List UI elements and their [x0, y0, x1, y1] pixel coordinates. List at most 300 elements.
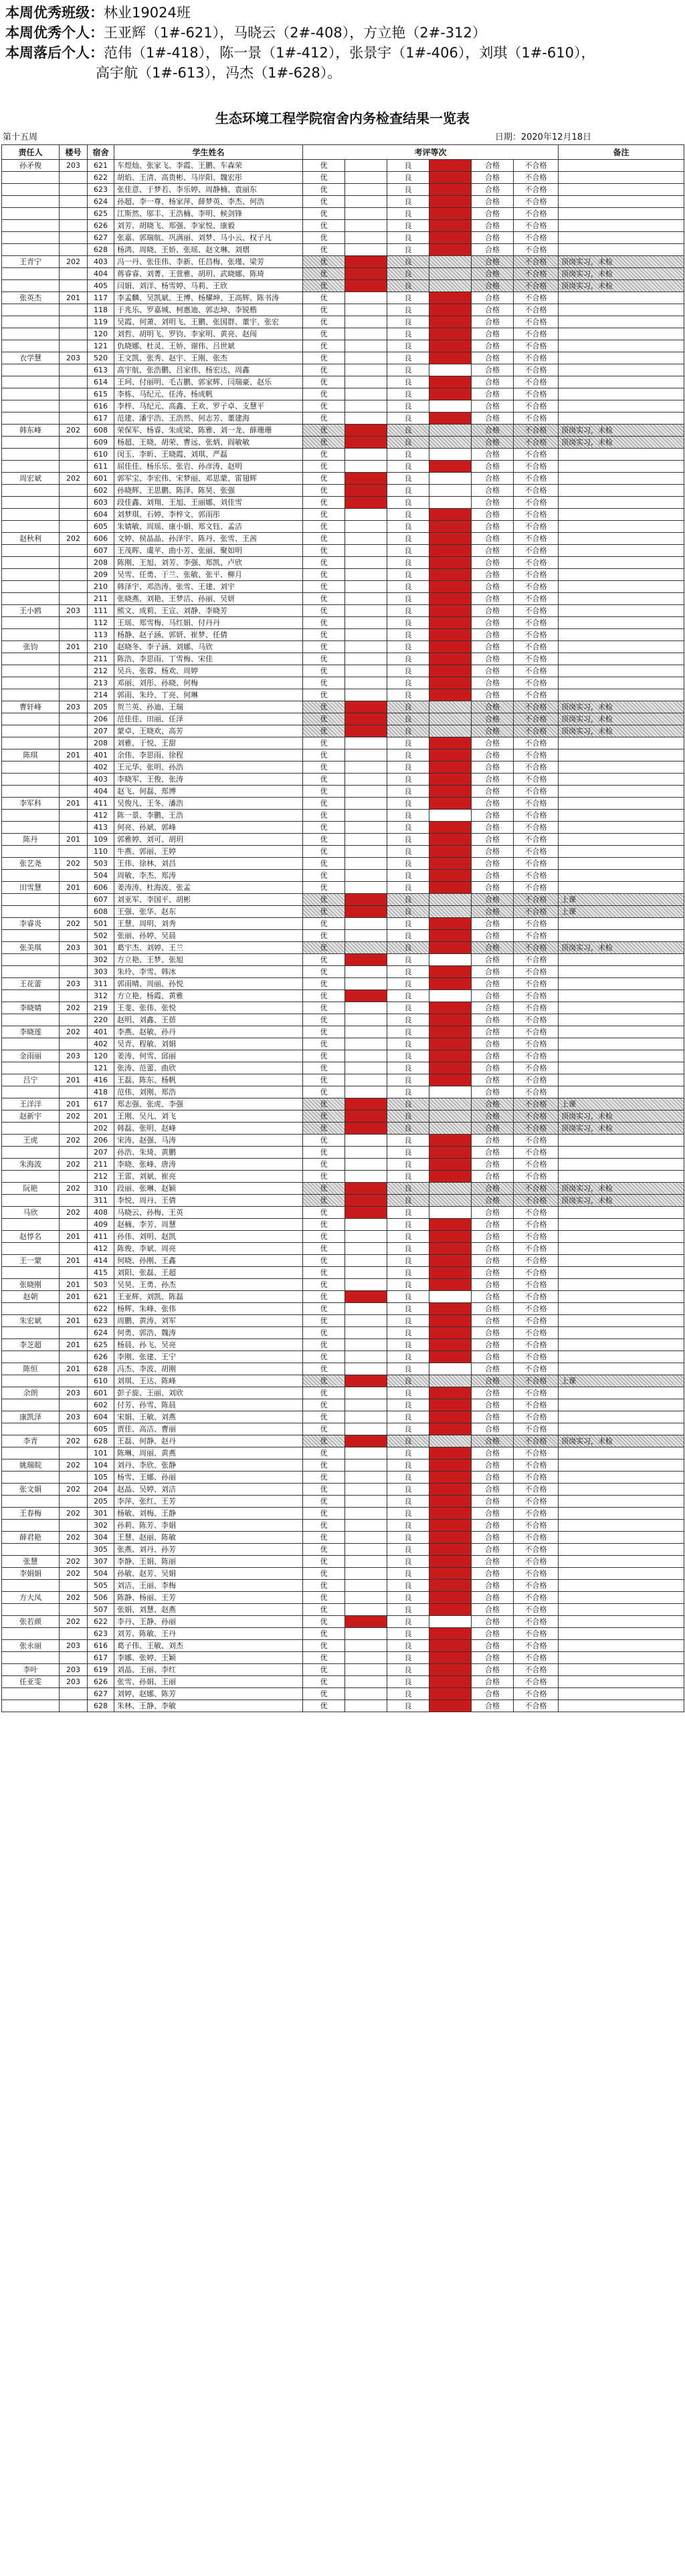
- cell-room: 614: [88, 376, 114, 388]
- grade-label-pass: 合格: [472, 1339, 514, 1351]
- grade-mark-excellent: [345, 1339, 387, 1351]
- cell-room: 623: [88, 1315, 114, 1327]
- cell-building: [60, 521, 88, 533]
- grade-label-pass: 合格: [472, 376, 514, 388]
- grade-label-fail: 不合格: [514, 1291, 559, 1303]
- cell-remark: [559, 449, 684, 461]
- person-name: 李晓婧: [19, 1004, 41, 1012]
- grade-label-good: 良: [387, 328, 429, 340]
- grade-mark-good: [429, 810, 472, 822]
- grade-mark-good: [429, 749, 472, 762]
- grade-label-fail: 不合格: [514, 990, 559, 1002]
- cell-room: 615: [88, 388, 114, 400]
- grade-mark-good: [429, 1074, 472, 1086]
- person-name: 张永丽: [19, 1641, 41, 1650]
- grade-mark-good: [429, 1291, 472, 1303]
- cell-room: 628: [88, 244, 114, 256]
- grade-label-pass: 合格: [472, 1544, 514, 1556]
- cell-remark: [559, 1700, 684, 1712]
- grade-label-pass: 合格: [472, 749, 514, 762]
- cell-students: 郭雨晴、周丽、孙悦: [114, 978, 303, 990]
- grade-label-fail: 不合格: [514, 882, 559, 894]
- cell-students: 杨晨、孙飞、吴亮: [114, 1339, 303, 1351]
- cell-room: 311: [88, 1195, 114, 1207]
- cell-building: [60, 557, 88, 569]
- cell-building: [60, 280, 88, 292]
- grade-label-pass: 合格: [472, 1447, 514, 1459]
- cell-remark: [559, 413, 684, 425]
- grade-mark-excellent: [345, 689, 387, 701]
- cell-students: 马晓云、孙梅、王英: [114, 1207, 303, 1219]
- cell-building: 202: [60, 1026, 88, 1038]
- grade-mark-good: [429, 208, 472, 220]
- grade-label-fail: 不合格: [514, 1640, 559, 1652]
- grade-label-fail: 不合格: [514, 1195, 559, 1207]
- grade-label-pass: 合格: [472, 1592, 514, 1604]
- cell-person: [2, 1050, 60, 1062]
- cell-person: [2, 364, 60, 376]
- grade-label-good: 良: [387, 509, 429, 521]
- grade-label-fail: 不合格: [514, 184, 559, 196]
- cell-building: [60, 1219, 88, 1231]
- cell-remark: [559, 629, 684, 641]
- grade-label-fail: 不合格: [514, 798, 559, 810]
- cell-students: 杨敏、刘梅、王静: [114, 1508, 303, 1520]
- grade-label-good: 良: [387, 1520, 429, 1532]
- grade-label-fail: 不合格: [514, 1568, 559, 1580]
- grade-label-pass: 合格: [472, 1074, 514, 1086]
- grade-mark-excellent: [345, 1026, 387, 1038]
- grade-label-excellent: 优: [303, 1580, 345, 1592]
- grade-label-good: 良: [387, 1532, 429, 1544]
- cell-room: 606: [88, 882, 114, 894]
- grade-label-good: 良: [387, 388, 429, 400]
- grade-mark-excellent: [345, 569, 387, 581]
- grade-mark-excellent: [345, 1351, 387, 1363]
- grade-label-excellent: 优: [303, 1664, 345, 1676]
- cell-room: 305: [88, 1544, 114, 1556]
- grade-label-excellent: 优: [303, 316, 345, 328]
- grade-label-good: 良: [387, 1640, 429, 1652]
- cell-remark: 顶岗实习，未检: [559, 713, 684, 725]
- grade-label-excellent: 优: [303, 268, 345, 280]
- grade-label-fail: 不合格: [514, 1002, 559, 1014]
- grade-mark-good: [429, 1098, 472, 1110]
- cell-building: [60, 244, 88, 256]
- cell-room: 506: [88, 1592, 114, 1604]
- cell-person: [2, 1375, 60, 1387]
- grade-label-good: 良: [387, 1026, 429, 1038]
- grade-label-excellent: 优: [303, 1255, 345, 1267]
- cell-students: 王慧、赵丽、陈敏: [114, 1532, 303, 1544]
- cell-students: 赵明、刘鑫、王蓓: [114, 1014, 303, 1026]
- cell-room: 118: [88, 304, 114, 316]
- grade-label-pass: 合格: [472, 244, 514, 256]
- grade-mark-excellent: [345, 292, 387, 304]
- grade-label-fail: 不合格: [514, 1171, 559, 1183]
- grade-mark-excellent: [345, 280, 387, 292]
- grade-mark-excellent: [345, 196, 387, 208]
- grade-label-excellent: 优: [303, 1411, 345, 1423]
- grade-label-excellent: 优: [303, 292, 345, 304]
- cell-person: [2, 1447, 60, 1459]
- cell-remark: [559, 184, 684, 196]
- cell-students: 李悦、周丹、王倩: [114, 1195, 303, 1207]
- grade-label-pass: 合格: [472, 172, 514, 184]
- grade-mark-excellent: [345, 882, 387, 894]
- cell-person: [2, 1110, 60, 1123]
- cell-students: 杨雪、王娜、孙丽: [114, 1472, 303, 1484]
- cell-remark: [559, 641, 684, 653]
- grade-label-pass: 合格: [472, 208, 514, 220]
- grade-label-fail: 不合格: [514, 1652, 559, 1664]
- cell-remark: [559, 1074, 684, 1086]
- grade-mark-good: [429, 485, 472, 497]
- grade-label-excellent: 优: [303, 641, 345, 653]
- grade-label-good: 良: [387, 425, 429, 437]
- grade-label-excellent: 优: [303, 449, 345, 461]
- cell-person: [2, 268, 60, 280]
- grade-mark-excellent: [345, 1195, 387, 1207]
- grade-label-excellent: 优: [303, 1472, 345, 1484]
- grade-label-good: 良: [387, 1123, 429, 1135]
- cell-remark: [559, 473, 684, 485]
- header-building: 楼号: [60, 145, 88, 160]
- grade-label-pass: 合格: [472, 1171, 514, 1183]
- grade-label-good: 良: [387, 376, 429, 388]
- grade-label-pass: 合格: [472, 425, 514, 437]
- cell-person: [2, 1700, 60, 1712]
- cell-building: 202: [60, 1508, 88, 1520]
- grade-mark-excellent: [345, 942, 387, 954]
- cell-person: [2, 1459, 60, 1472]
- person-name: 王花蕾: [19, 979, 41, 988]
- cell-person: [2, 737, 60, 749]
- cell-room: 413: [88, 822, 114, 834]
- cell-students: 闫娟、刘洋、杨雪婷、马莉、王欣: [114, 280, 303, 292]
- grade-label-pass: 合格: [472, 449, 514, 461]
- cell-person: [2, 786, 60, 798]
- cell-remark: [559, 160, 684, 172]
- grade-mark-excellent: [345, 376, 387, 388]
- best-class-label: 本周优秀班级：: [5, 5, 104, 21]
- person-name: 张钧: [23, 642, 38, 651]
- cell-person: [2, 774, 60, 786]
- cell-students: 刘丹、李欣、张静: [114, 1459, 303, 1472]
- grade-label-excellent: 优: [303, 1291, 345, 1303]
- grade-label-good: 良: [387, 882, 429, 894]
- grade-mark-excellent: [345, 364, 387, 376]
- grade-mark-good: [429, 629, 472, 641]
- grade-label-excellent: 优: [303, 1351, 345, 1363]
- grade-mark-good: [429, 1219, 472, 1231]
- cell-remark: [559, 665, 684, 677]
- cell-building: [60, 1700, 88, 1712]
- cell-students: 王强、张华、赵东: [114, 906, 303, 918]
- table-meta: [0, 131, 685, 144]
- cell-building: [60, 1147, 88, 1159]
- grade-label-good: 良: [387, 1195, 429, 1207]
- grade-label-fail: 不合格: [514, 1159, 559, 1171]
- person-name: 王青宁: [19, 257, 41, 266]
- grade-label-fail: 不合格: [514, 1484, 559, 1496]
- cell-person: [2, 1135, 60, 1147]
- person-name: 衣学慧: [19, 354, 41, 362]
- grade-label-excellent: 优: [303, 786, 345, 798]
- grade-label-excellent: 优: [303, 1183, 345, 1195]
- grade-label-excellent: 优: [303, 184, 345, 196]
- grade-label-pass: 合格: [472, 1375, 514, 1387]
- grade-mark-excellent: [345, 1556, 387, 1568]
- grade-mark-excellent: [345, 930, 387, 942]
- person-name: 赵新宇: [19, 1112, 41, 1121]
- cell-students: 吴俊凡、王冬、潘浩: [114, 798, 303, 810]
- grade-label-excellent: 优: [303, 1279, 345, 1291]
- cell-remark: [559, 497, 684, 509]
- grade-label-good: 良: [387, 593, 429, 605]
- grade-label-excellent: 优: [303, 1459, 345, 1472]
- grade-label-good: 良: [387, 1375, 429, 1387]
- cell-students: 蒙卓、王晓欢、高芳: [114, 725, 303, 737]
- grade-label-good: 良: [387, 665, 429, 677]
- grade-mark-excellent: [345, 545, 387, 557]
- grade-mark-good: [429, 1496, 472, 1508]
- grade-mark-good: [429, 497, 472, 509]
- cell-building: [60, 388, 88, 400]
- grade-label-pass: 合格: [472, 930, 514, 942]
- grade-label-fail: 不合格: [514, 737, 559, 749]
- cell-students: 杨超、王晓、胡荣、曹远、张炳、阎敏敏: [114, 437, 303, 449]
- grade-label-good: 良: [387, 1472, 429, 1484]
- grade-label-good: 良: [387, 172, 429, 184]
- cell-room: 304: [88, 1532, 114, 1544]
- grade-label-fail: 不合格: [514, 1327, 559, 1339]
- grade-label-excellent: 优: [303, 304, 345, 316]
- grade-mark-good: [429, 725, 472, 737]
- grade-label-fail: 不合格: [514, 810, 559, 822]
- cell-students: 李晓军、王俊、张涛: [114, 774, 303, 786]
- cell-remark: [559, 966, 684, 978]
- cell-room: 627: [88, 232, 114, 244]
- grade-label-excellent: 优: [303, 388, 345, 400]
- cell-person: [2, 184, 60, 196]
- cell-person: [2, 1339, 60, 1351]
- grade-label-good: 良: [387, 220, 429, 232]
- grade-mark-excellent: [345, 473, 387, 485]
- cell-remark: [559, 1399, 684, 1411]
- grade-mark-good: [429, 954, 472, 966]
- grade-mark-excellent: [345, 990, 387, 1002]
- grade-mark-good: [429, 1472, 472, 1484]
- grade-label-fail: 不合格: [514, 340, 559, 352]
- grade-label-fail: 不合格: [514, 316, 559, 328]
- grade-label-good: 良: [387, 749, 429, 762]
- grade-label-excellent: 优: [303, 906, 345, 918]
- best-people-value: 王亚辉（1#-621），马晓云（2#-408），方立艳（2#-312）: [104, 25, 486, 41]
- cell-person: [2, 1255, 60, 1267]
- cell-building: 202: [60, 1159, 88, 1171]
- grade-mark-good: [429, 1411, 472, 1423]
- person-name: 孙矛俊: [19, 161, 41, 170]
- cell-students: 赵楠、李芳、周慧: [114, 1219, 303, 1231]
- grade-label-pass: 合格: [472, 1628, 514, 1640]
- grade-label-fail: 不合格: [514, 1688, 559, 1700]
- person-name: 王一蒙: [19, 1256, 41, 1265]
- grade-mark-excellent: [345, 1664, 387, 1676]
- cell-building: [60, 1086, 88, 1098]
- cell-person: [2, 1327, 60, 1339]
- grade-mark-excellent: [345, 653, 387, 665]
- grade-label-good: 良: [387, 232, 429, 244]
- grade-mark-good: [429, 449, 472, 461]
- grade-mark-excellent: [345, 966, 387, 978]
- cell-building: [60, 220, 88, 232]
- cell-person: [2, 1062, 60, 1074]
- grade-label-pass: 合格: [472, 364, 514, 376]
- cell-students: 孙超、李一尊、杨家萍、薛梦英、李杰、何浩: [114, 196, 303, 208]
- cell-building: [60, 966, 88, 978]
- cell-building: [60, 617, 88, 629]
- grade-mark-good: [429, 304, 472, 316]
- grade-label-fail: 不合格: [514, 786, 559, 798]
- cell-person: [2, 256, 60, 268]
- grade-label-pass: 合格: [472, 473, 514, 485]
- person-name: 王虎: [23, 1136, 38, 1145]
- cell-room: 412: [88, 810, 114, 822]
- cell-students: 何亮、孙斌、郭峰: [114, 822, 303, 834]
- grade-label-fail: 不合格: [514, 1616, 559, 1628]
- cell-building: 201: [60, 882, 88, 894]
- cell-building: [60, 485, 88, 497]
- cell-remark: [559, 461, 684, 473]
- cell-students: 牛燕、郭丽、王婷: [114, 846, 303, 858]
- grade-label-excellent: 优: [303, 605, 345, 617]
- cell-room: 121: [88, 340, 114, 352]
- grade-mark-excellent: [345, 1568, 387, 1580]
- cell-remark: [559, 834, 684, 846]
- grade-label-excellent: 优: [303, 1447, 345, 1459]
- cell-building: 201: [60, 1339, 88, 1351]
- cell-students: 王磊、陈东、杨帆: [114, 1074, 303, 1086]
- grade-label-pass: 合格: [472, 1123, 514, 1135]
- grade-label-excellent: 优: [303, 461, 345, 473]
- grade-label-excellent: 优: [303, 1339, 345, 1351]
- cell-building: 201: [60, 1074, 88, 1086]
- cell-person: [2, 990, 60, 1002]
- grade-mark-good: [429, 160, 472, 172]
- cell-person: [2, 1231, 60, 1243]
- person-name: 马欣: [23, 1208, 38, 1217]
- grade-mark-good: [429, 653, 472, 665]
- cell-room: 507: [88, 1604, 114, 1616]
- grade-label-fail: 不合格: [514, 388, 559, 400]
- grade-mark-good: [429, 461, 472, 473]
- cell-building: 202: [60, 1532, 88, 1544]
- grade-mark-good: [429, 1592, 472, 1604]
- grade-label-excellent: 优: [303, 1568, 345, 1580]
- cell-room: 626: [88, 1676, 114, 1688]
- grade-label-excellent: 优: [303, 1544, 345, 1556]
- grade-mark-excellent: [345, 316, 387, 328]
- cell-building: [60, 449, 88, 461]
- cell-building: [60, 1496, 88, 1508]
- grade-mark-excellent: [345, 846, 387, 858]
- grade-label-pass: 合格: [472, 954, 514, 966]
- cell-person: [2, 1688, 60, 1700]
- cell-person: [2, 1086, 60, 1098]
- cell-person: [2, 677, 60, 689]
- cell-remark: [559, 1159, 684, 1171]
- grade-label-good: 良: [387, 942, 429, 954]
- grade-label-good: 良: [387, 1171, 429, 1183]
- cell-room: 605: [88, 1423, 114, 1435]
- cell-students: 李丹、王静、孙丽: [114, 1616, 303, 1628]
- cell-students: 孙浩、朱琦、黄鹏: [114, 1147, 303, 1159]
- grade-label-pass: 合格: [472, 509, 514, 521]
- grade-mark-excellent: [345, 629, 387, 641]
- grade-mark-excellent: [345, 1604, 387, 1616]
- grade-mark-excellent: [345, 749, 387, 762]
- cell-building: [60, 1399, 88, 1411]
- grade-mark-excellent: [345, 1616, 387, 1628]
- cell-students: 贾佳、高洁、曹丽: [114, 1423, 303, 1435]
- grade-label-excellent: 优: [303, 340, 345, 352]
- grade-mark-excellent: [345, 1459, 387, 1472]
- person-name: 韩东峰: [19, 426, 41, 435]
- grade-label-fail: 不合格: [514, 1339, 559, 1351]
- cell-room: 408: [88, 1207, 114, 1219]
- cell-remark: [559, 1231, 684, 1243]
- cell-building: [60, 1472, 88, 1484]
- cell-room: 111: [88, 605, 114, 617]
- grade-label-pass: 合格: [472, 545, 514, 557]
- cell-person: [2, 1026, 60, 1038]
- grade-label-excellent: 优: [303, 677, 345, 689]
- grade-mark-excellent: [345, 581, 387, 593]
- cell-remark: [559, 1219, 684, 1231]
- cell-students: 姜涛、何雪、邱丽: [114, 1050, 303, 1062]
- cell-building: 201: [60, 641, 88, 653]
- cell-building: [60, 665, 88, 677]
- grade-label-excellent: 优: [303, 1086, 345, 1098]
- grade-label-good: 良: [387, 605, 429, 617]
- cell-remark: [559, 172, 684, 184]
- grade-mark-good: [429, 593, 472, 605]
- person-name: 曹轩峰: [19, 703, 41, 711]
- grade-label-excellent: 优: [303, 1532, 345, 1544]
- cell-students: 何晓、孙刚、王鑫: [114, 1255, 303, 1267]
- grade-label-excellent: 优: [303, 196, 345, 208]
- grade-mark-good: [429, 533, 472, 545]
- grade-label-excellent: 优: [303, 1327, 345, 1339]
- grade-mark-good: [429, 1002, 472, 1014]
- grade-label-fail: 不合格: [514, 569, 559, 581]
- grade-label-pass: 合格: [472, 798, 514, 810]
- cell-building: [60, 208, 88, 220]
- cell-building: [60, 1303, 88, 1315]
- grade-mark-excellent: [345, 1472, 387, 1484]
- cell-room: 208: [88, 737, 114, 749]
- grade-mark-excellent: [345, 1484, 387, 1496]
- grade-label-fail: 不合格: [514, 1447, 559, 1459]
- cell-person: [2, 701, 60, 713]
- cell-person: [2, 1568, 60, 1580]
- grade-label-excellent: 优: [303, 1676, 345, 1688]
- grade-label-good: 良: [387, 834, 429, 846]
- grade-label-excellent: 优: [303, 665, 345, 677]
- grade-mark-good: [429, 870, 472, 882]
- grade-mark-good: [429, 1327, 472, 1339]
